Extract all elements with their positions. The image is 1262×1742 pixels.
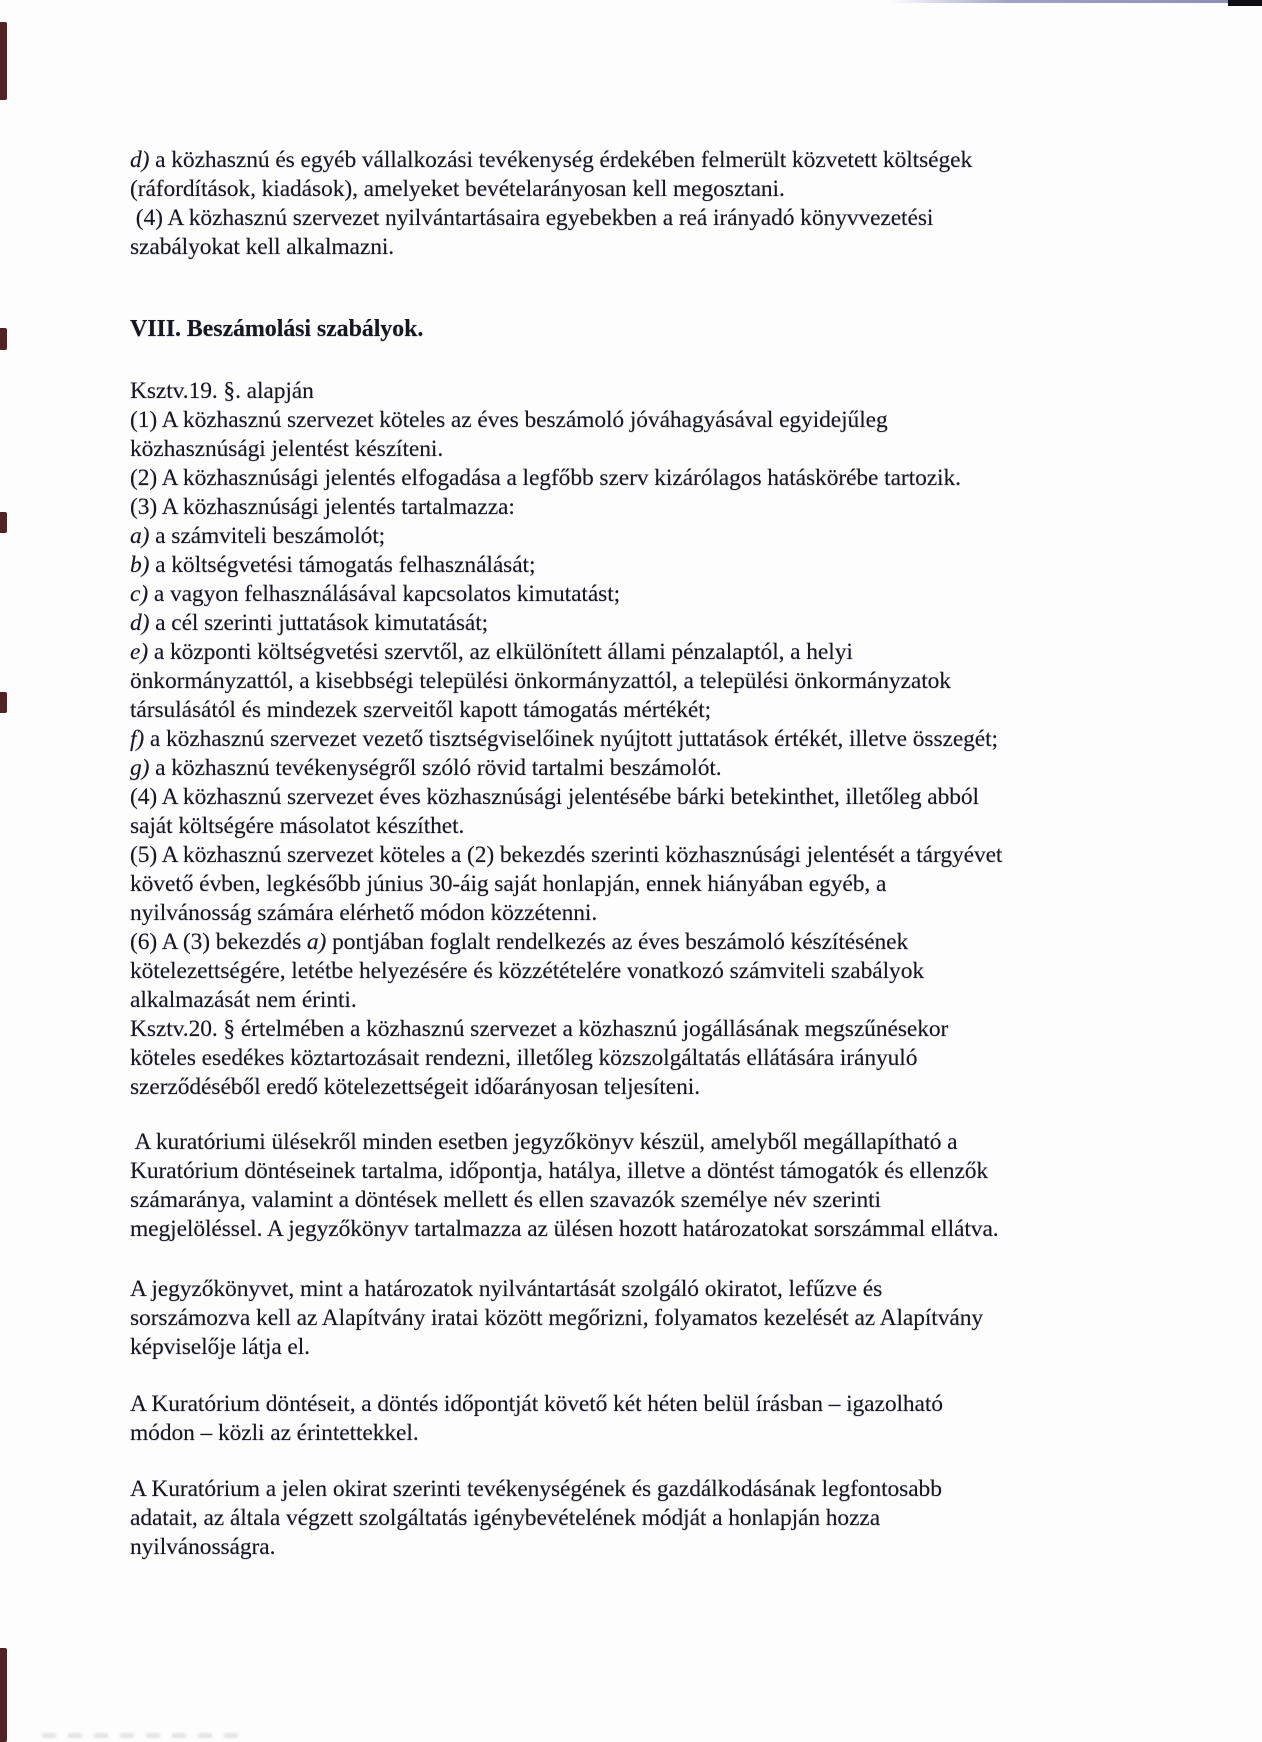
scan-left-edge-mark bbox=[0, 692, 7, 713]
text-line bbox=[130, 609, 1250, 638]
text-line: nyilvánosság számára elérhető módon közzétenni. bbox=[130, 900, 598, 926]
text-line: A Kuratórium a jelen okirat szerinti tevékenységének és gazdálkodásának legfontosabb bbox=[130, 1476, 942, 1502]
text-line: megjelöléssel. A jegyzőkönyv tartalmazza az ülésen hozott határozatokat sorszámmal ellátva. bbox=[130, 1216, 999, 1242]
text-line bbox=[130, 522, 1250, 551]
italic-text-segment: g) bbox=[130, 755, 150, 781]
text-segment: a cél szerinti juttatások kimutatását; bbox=[149, 610, 489, 636]
scan-left-edge-mark bbox=[0, 22, 7, 100]
paragraph bbox=[130, 1390, 1250, 1448]
text-line: (2) A közhasznúsági jelentés elfogadása a legfőbb szerv kizárólagos hatáskörébe tartozik. bbox=[130, 465, 961, 491]
paragraph bbox=[130, 1475, 1250, 1562]
text-line: VIII. Beszámolási szabályok. bbox=[130, 316, 424, 342]
text-segment: a vagyon felhasználásával kapcsolatos kimutatást; bbox=[148, 581, 621, 607]
text-segment: a közhasznú szervezet vezető tisztségviselőinek nyújtott juttatások értékét, illetve összegét; bbox=[144, 726, 998, 752]
text-line: sorszámozva kell az Alapítvány iratai között megőrizni, folyamatos kezelését az Alapítvány bbox=[130, 1305, 984, 1331]
text-line: A jegyzőkönyvet, mint a határozatok nyilvántartását szolgáló okiratot, lefűzve és bbox=[130, 1276, 883, 1302]
text-line: adatait, az általa végzett szolgáltatás igénybevételének módját a honlapján hozza bbox=[130, 1505, 881, 1531]
scan-left-edge-mark bbox=[0, 1648, 7, 1742]
text-line: A kuratóriumi ülésekről minden esetben jegyzőkönyv készül, amelyből megállapítható a bbox=[130, 1129, 958, 1155]
text-line: köteles esedékes köztartozásait rendezni, illetőleg közszolgáltatás ellátására irányuló bbox=[130, 1045, 918, 1071]
text-line bbox=[130, 551, 1250, 580]
paragraph bbox=[130, 377, 1250, 1102]
scan-bottom-smudge bbox=[42, 1733, 242, 1738]
text-line: számaránya, valamint a döntések mellett és ellen szavazók személye név szerinti bbox=[130, 1187, 881, 1213]
text-line: közhasznúsági jelentést készíteni. bbox=[130, 436, 444, 462]
text-line: módon – közli az érintettekkel. bbox=[130, 1420, 419, 1446]
scan-left-edge-mark bbox=[0, 328, 7, 350]
text-line: A Kuratórium döntéseit, a döntés időpontját követő két héten belül írásban – igazolható bbox=[130, 1391, 943, 1417]
italic-text-segment: d) bbox=[130, 610, 150, 636]
paragraph bbox=[130, 1275, 1250, 1362]
italic-text-segment: b) bbox=[130, 552, 150, 578]
italic-text-segment: d) bbox=[130, 147, 150, 173]
text-segment: a számviteli beszámolót; bbox=[149, 523, 386, 549]
italic-text-segment: e) bbox=[130, 639, 149, 665]
text-line bbox=[130, 580, 1250, 609]
section-heading bbox=[130, 315, 1250, 344]
text-line: Kuratórium döntéseinek tartalma, időpontja, hatálya, illetve a döntést támogatók és ellenzők bbox=[130, 1158, 989, 1184]
text-line: (5) A közhasznú szervezet köteles a (2) bekezdés szerinti közhasznúsági jelentését a tárgyévet bbox=[130, 842, 1003, 868]
text-line: szabályokat kell alkalmazni. bbox=[130, 234, 395, 260]
text-line: önkormányzattól, a kisebbségi települési önkormányzattól, a települési önkormányzatok bbox=[130, 668, 951, 694]
text-line: kötelezettségére, letétbe helyezésére és közzétételére vonatkozó számviteli szabályok bbox=[130, 958, 925, 984]
text-line: képviselője látja el. bbox=[130, 1334, 310, 1360]
paragraph bbox=[130, 1128, 1250, 1244]
italic-text-segment: a) bbox=[130, 523, 150, 549]
text-line bbox=[130, 146, 1250, 175]
text-segment: a közhasznú és egyéb vállalkozási tevékenység érdekében felmerült közvetett költségek bbox=[149, 147, 973, 173]
scan-top-edge-line bbox=[890, 0, 1230, 3]
text-segment: (6) A (3) bekezdés bbox=[130, 929, 307, 955]
italic-text-segment: c) bbox=[130, 581, 149, 607]
text-line bbox=[130, 725, 1250, 754]
text-line: (1) A közhasznú szervezet köteles az éves beszámoló jóváhagyásával egyidejűleg bbox=[130, 407, 888, 433]
text-line: (4) A közhasznú szervezet nyilvántartásaira egyebekben a reá irányadó könyvvezetési bbox=[130, 205, 934, 231]
text-line: (4) A közhasznú szervezet éves közhasznúsági jelentésébe bárki betekinthet, illetőleg abból bbox=[130, 784, 979, 810]
paragraph bbox=[130, 146, 1250, 262]
text-segment: a központi költségvetési szervtől, az elkülönített állami pénzalaptól, a helyi bbox=[148, 639, 853, 665]
text-line: szerződéséből eredő kötelezettségeit időarányosan teljesíteni. bbox=[130, 1074, 700, 1100]
text-segment: a közhasznú tevékenységről szóló rövid tartalmi beszámolót. bbox=[149, 755, 722, 781]
text-segment: a költségvetési támogatás felhasználását; bbox=[149, 552, 536, 578]
text-line bbox=[130, 928, 1250, 957]
italic-text-segment: a) bbox=[306, 929, 327, 955]
text-line bbox=[130, 638, 1250, 667]
document-content bbox=[130, 146, 1250, 1562]
text-line: saját költségére másolatot készíthet. bbox=[130, 813, 465, 839]
text-line: (ráfordítások, kiadások), amelyeket bevételarányosan kell megosztani. bbox=[130, 176, 785, 202]
text-line: nyilvánosságra. bbox=[130, 1534, 276, 1560]
text-line: Ksztv.20. § értelmében a közhasznú szervezet a közhasznú jogállásának megszűnésekor bbox=[130, 1016, 949, 1042]
text-line: alkalmazását nem érinti. bbox=[130, 987, 357, 1013]
text-segment: pontjában foglalt rendelkezés az éves beszámoló készítésének bbox=[326, 929, 909, 955]
text-line: (3) A közhasznúsági jelentés tartalmazza: bbox=[130, 494, 515, 520]
scan-left-edge-mark bbox=[0, 512, 7, 533]
text-line bbox=[130, 754, 1250, 783]
text-line: társulásától és mindezek szerveitől kapott támogatás mértékét; bbox=[130, 697, 712, 723]
text-line: Ksztv.19. §. alapján bbox=[130, 378, 314, 404]
italic-text-segment: f) bbox=[130, 726, 145, 752]
text-line: követő évben, legkésőbb június 30-áig saját honlapján, ennek hiányában egyéb, a bbox=[130, 871, 887, 897]
scan-top-edge-corner-mark bbox=[1228, 0, 1262, 6]
